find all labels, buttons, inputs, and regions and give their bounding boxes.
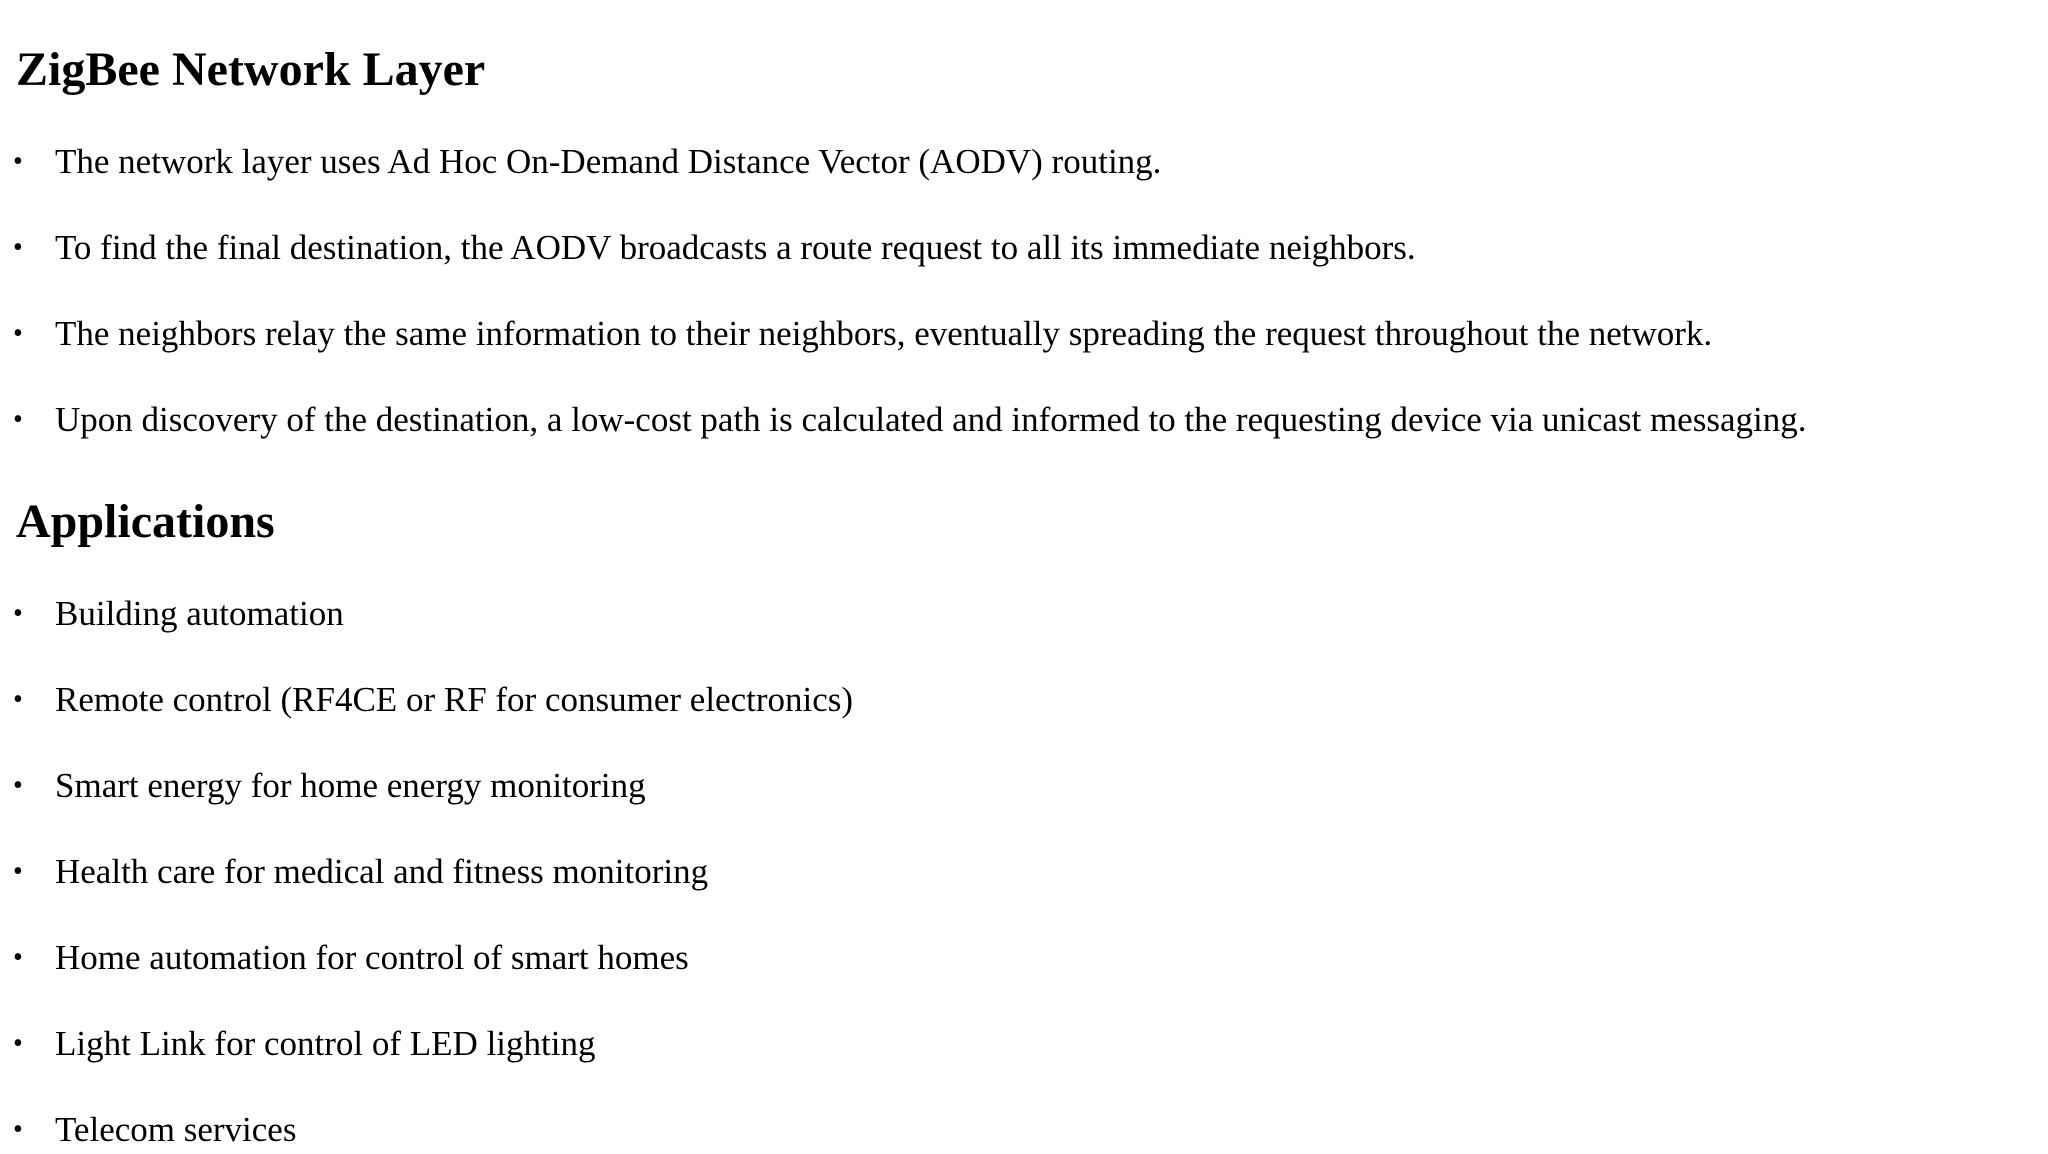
list-item-text: Building automation xyxy=(55,594,344,633)
bullet-icon: • xyxy=(13,232,23,263)
list-item-text: To find the final destination, the AODV broadcasts a route request to all its immediate neighbors. xyxy=(55,228,1416,267)
list-item-text: The neighbors relay the same information to their neighbors, eventually spreading the request throughout the network. xyxy=(55,314,1713,353)
bullet-icon: • xyxy=(13,942,23,973)
bullet-icon: • xyxy=(13,770,23,801)
section-heading-applications: Applications xyxy=(16,495,275,548)
bullet-icon: • xyxy=(13,1028,23,1059)
bullet-icon: • xyxy=(13,598,23,629)
bullet-icon: • xyxy=(13,318,23,349)
section-heading-network-layer: ZigBee Network Layer xyxy=(16,43,486,96)
list-item-text: Home automation for control of smart homes xyxy=(55,938,689,977)
bullet-icon: • xyxy=(13,404,23,435)
list-item-text: Smart energy for home energy monitoring xyxy=(55,766,646,805)
list-item-text: Health care for medical and fitness monitoring xyxy=(55,852,709,891)
bullet-icon: • xyxy=(13,856,23,887)
bullet-icon: • xyxy=(13,684,23,715)
bullet-icon: • xyxy=(13,146,23,177)
list-item-text: Remote control (RF4CE or RF for consumer electronics) xyxy=(55,680,854,719)
bullet-icon: • xyxy=(13,1114,23,1145)
list-item-text: Upon discovery of the destination, a low-cost path is calculated and informed to the requesting device via unicast messaging. xyxy=(55,400,1807,439)
list-item-text: Light Link for control of LED lighting xyxy=(55,1024,596,1063)
list-item-text: Telecom services xyxy=(55,1110,297,1149)
list-item-text: The network layer uses Ad Hoc On-Demand Distance Vector (AODV) routing. xyxy=(55,142,1162,181)
